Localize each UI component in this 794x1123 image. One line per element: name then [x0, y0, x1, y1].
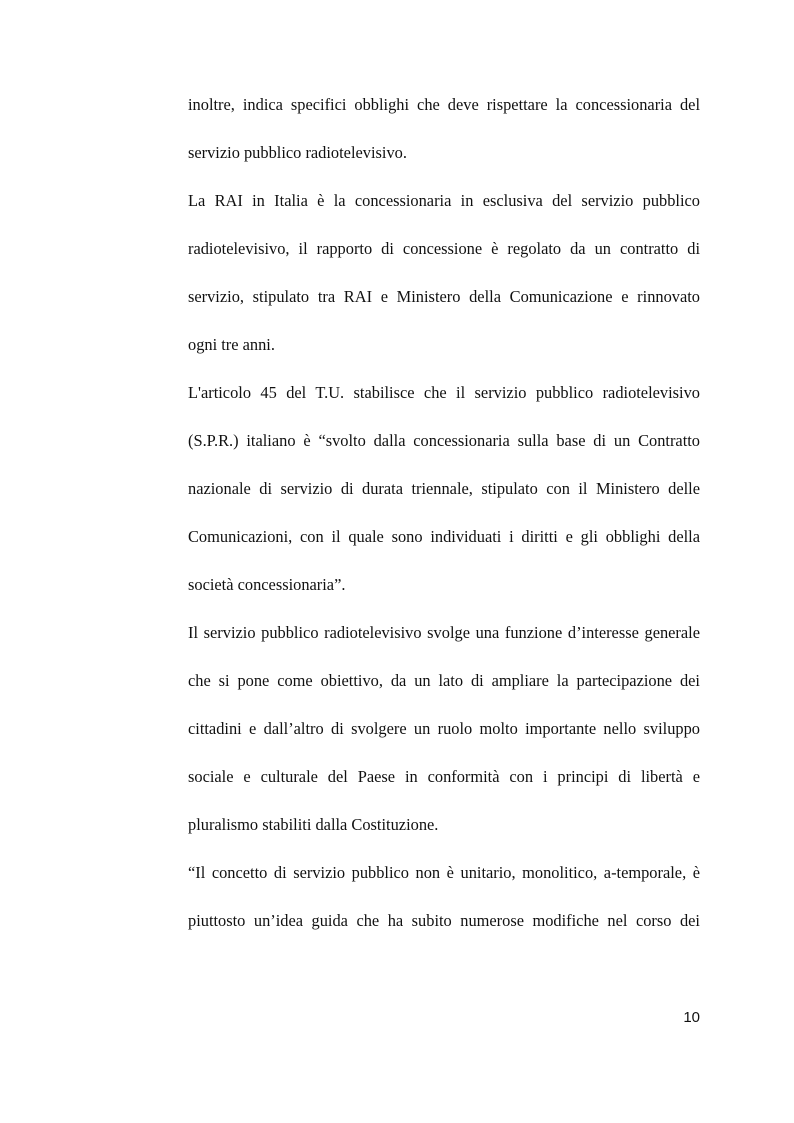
text-line: nazionale di servizio di durata triennale, stipulato con il Ministero delle	[188, 479, 700, 498]
text-line: società concessionaria”.	[188, 575, 346, 594]
page-number: 10	[683, 1009, 700, 1026]
text-line: piuttosto un’idea guida che ha subito numerose modifiche nel corso dei	[188, 911, 700, 930]
text-line: pluralismo stabiliti dalla Costituzione.	[188, 815, 439, 834]
text-line: Il servizio pubblico radiotelevisivo svolge una funzione d’interesse generale	[188, 623, 700, 642]
text-line: cittadini e dall’altro di svolgere un ruolo molto importante nello sviluppo	[188, 719, 700, 738]
text-line: L'articolo 45 del T.U. stabilisce che il servizio pubblico radiotelevisivo	[188, 383, 700, 402]
text-line: La RAI in Italia è la concessionaria in esclusiva del servizio pubblico	[188, 191, 700, 210]
text-line: radiotelevisivo, il rapporto di concessione è regolato da un contratto di	[188, 239, 700, 258]
text-line: (S.P.R.) italiano è “svolto dalla concessionaria sulla base di un Contratto	[188, 431, 700, 450]
text-line: servizio, stipulato tra RAI e Ministero della Comunicazione e rinnovato	[188, 287, 700, 306]
text-line: che si pone come obiettivo, da un lato di ampliare la partecipazione dei	[188, 671, 700, 690]
text-line: sociale e culturale del Paese in conformità con i principi di libertà e	[188, 767, 700, 786]
text-line: inoltre, indica specifici obblighi che deve rispettare la concessionaria del	[188, 95, 700, 114]
text-line: Comunicazioni, con il quale sono individuati i diritti e gli obblighi della	[188, 527, 700, 546]
text-line: “Il concetto di servizio pubblico non è unitario, monolitico, a-temporale, è	[188, 863, 700, 882]
text-line: servizio pubblico radiotelevisivo.	[188, 143, 407, 162]
text-line: ogni tre anni.	[188, 335, 275, 354]
